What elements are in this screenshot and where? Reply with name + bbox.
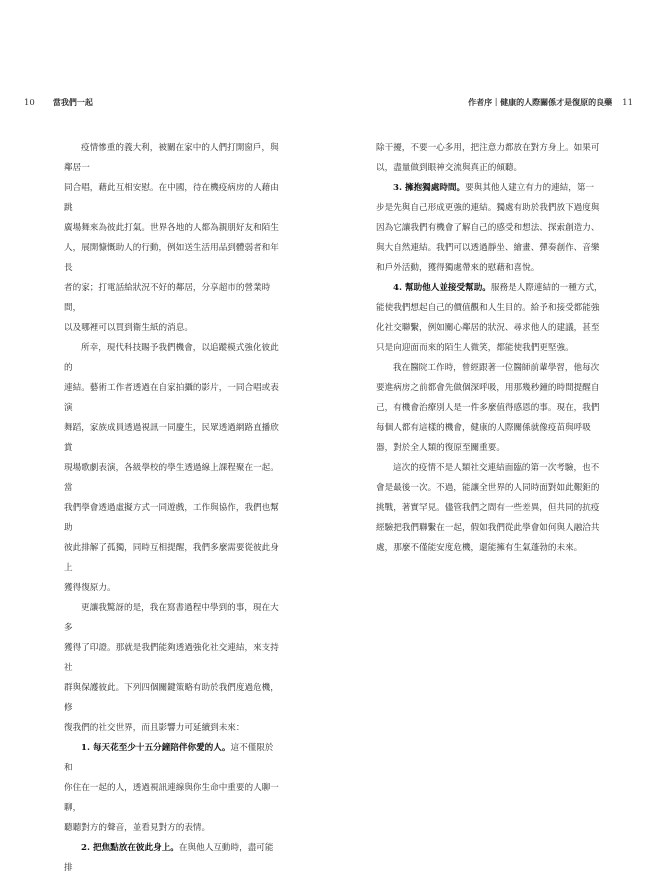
tip-text: 這不僅限於和 你住在一起的人，透過視訊連線與你生命中重要的人聊一聊， 聽聽對方的聲音，並看見對方的表情。 — [64, 743, 279, 833]
tip-paragraph — [376, 178, 608, 278]
tip-text: 服務是人際連結的一種方式， 能使我們想起自己的價值觀和人生目的。給予和接受都能強 化社交聯繫，例如關心鄰居的狀況、尋求他人的建議，甚至 只是向迎面而來的陌生人微笑，都能使我們更堅強。 — [376, 283, 603, 353]
tip-paragraph — [376, 278, 608, 358]
tip-heading: 4. 幫助他人並接受幫助。 — [393, 283, 491, 293]
paragraph: 所幸，現代科技賜予我們機會，以追蹤模式強化彼此的 連結。藝術工作者透過在自家拍攝的影片，一同合唱或表演 舞蹈，家族成員透過視訊一同慶生，民眾透過網路直播欣賞 現場歌劇表演，各級學校的學生透過線上課程聚在一起。當 我們學會透過虛擬方式一同遊戲，工作與協作，我們也幫助 彼此排解了孤獨，同時互相提醒，我們多麼需要從彼此身上 獲得復原力。 — [64, 343, 279, 593]
right-page-header — [468, 97, 633, 108]
left-page-number: 10 — [24, 98, 35, 108]
right-page-body — [376, 138, 608, 558]
paragraph: 疫情慘重的義大利，被關在家中的人們打開窗戶，與鄰居一 同合唱，藉此互相安慰。在中國，待在機疫病房的人藉由跳 廣場舞來為彼此打氣。世界各地的人都為親朋好友和陌生 人，展開慷慨助人的行動，例如送生活用品到體弱者和年長 者的家；打電話給狀況不好的鄰居，分享超市的營業時間， 以及哪裡可以買到衛生紙的消息。 — [64, 143, 279, 333]
right-page-number: 11 — [622, 98, 633, 108]
left-running-title: 當我們一起 — [52, 97, 93, 107]
tip-text: 在與他人互動時，盡可能排 — [64, 843, 274, 873]
tip-text: 要與其他人建立有力的連結，第一 步是先與自己形成更強的連結。獨處有助於我們放下過度與 因為它讓我們有機會了解自己的感受和想法、探索創造力、 與大自然連結。我們可以透過靜坐、繪畫、彈奏創作、音樂 和戶外活動，獲得獨處帶來的慰藉和喜悅。 — [376, 183, 600, 273]
tip-heading: 3. 擁抱獨處時間。 — [393, 183, 466, 193]
tip-heading: 1. 每天花至少十五分鐘陪伴你愛的人。 — [81, 743, 231, 753]
tip-paragraph — [64, 738, 282, 838]
paragraph: 這次的疫情不是人類社交連結面臨的第一次考驗，也不 會是最後一次。不過，能讓全世界的人同時面對如此艱鉅的 挑戰，著實罕見。儘管我們之間有一些差異，但共同的抗疫 經驗把我們聯繫在一起，假如我們從此學會如何與人融洽共 處，那麼不僅能安度危機，還能擁有生氣蓬勃的未來。 — [376, 463, 600, 553]
right-running-title: 作者序｜健康的人際關係才是復原的良藥 — [468, 97, 613, 107]
paragraph: 除干擾，不要一心多用，把注意力都放在對方身上。如果可 以，盡量做到眼神交流與真正的傾聽。 — [376, 143, 600, 173]
tip-paragraph — [64, 838, 282, 878]
left-page — [0, 0, 327, 873]
right-page — [328, 0, 655, 609]
paragraph: 我在醫院工作時，曾經跟著一位醫師前輩學習，他每次 要進病房之前都會先做個深呼吸，用那幾秒鐘的時間提醒自 己，有機會治療別人是一件多麼值得感恩的事。現在，我們 每個人都有這樣的機會，健康的人際關係就像疫苗與呼吸 器，對於全人類的復原至關重要。 — [376, 363, 600, 453]
paragraph: 更讓我驚訝的是，我在寫書過程中學到的事，現在大多 獲得了印證。那就是我們能夠透過強化社交連結，來支持社 群與保護彼此。下列四個關鍵策略有助於我們度過危機，修 復我們的社交世界，而且影響力可延續到未來： — [64, 603, 279, 733]
tip-heading: 2. 把焦點放在彼此身上。 — [81, 843, 179, 853]
left-page-header — [24, 97, 93, 108]
left-page-body — [64, 138, 282, 878]
